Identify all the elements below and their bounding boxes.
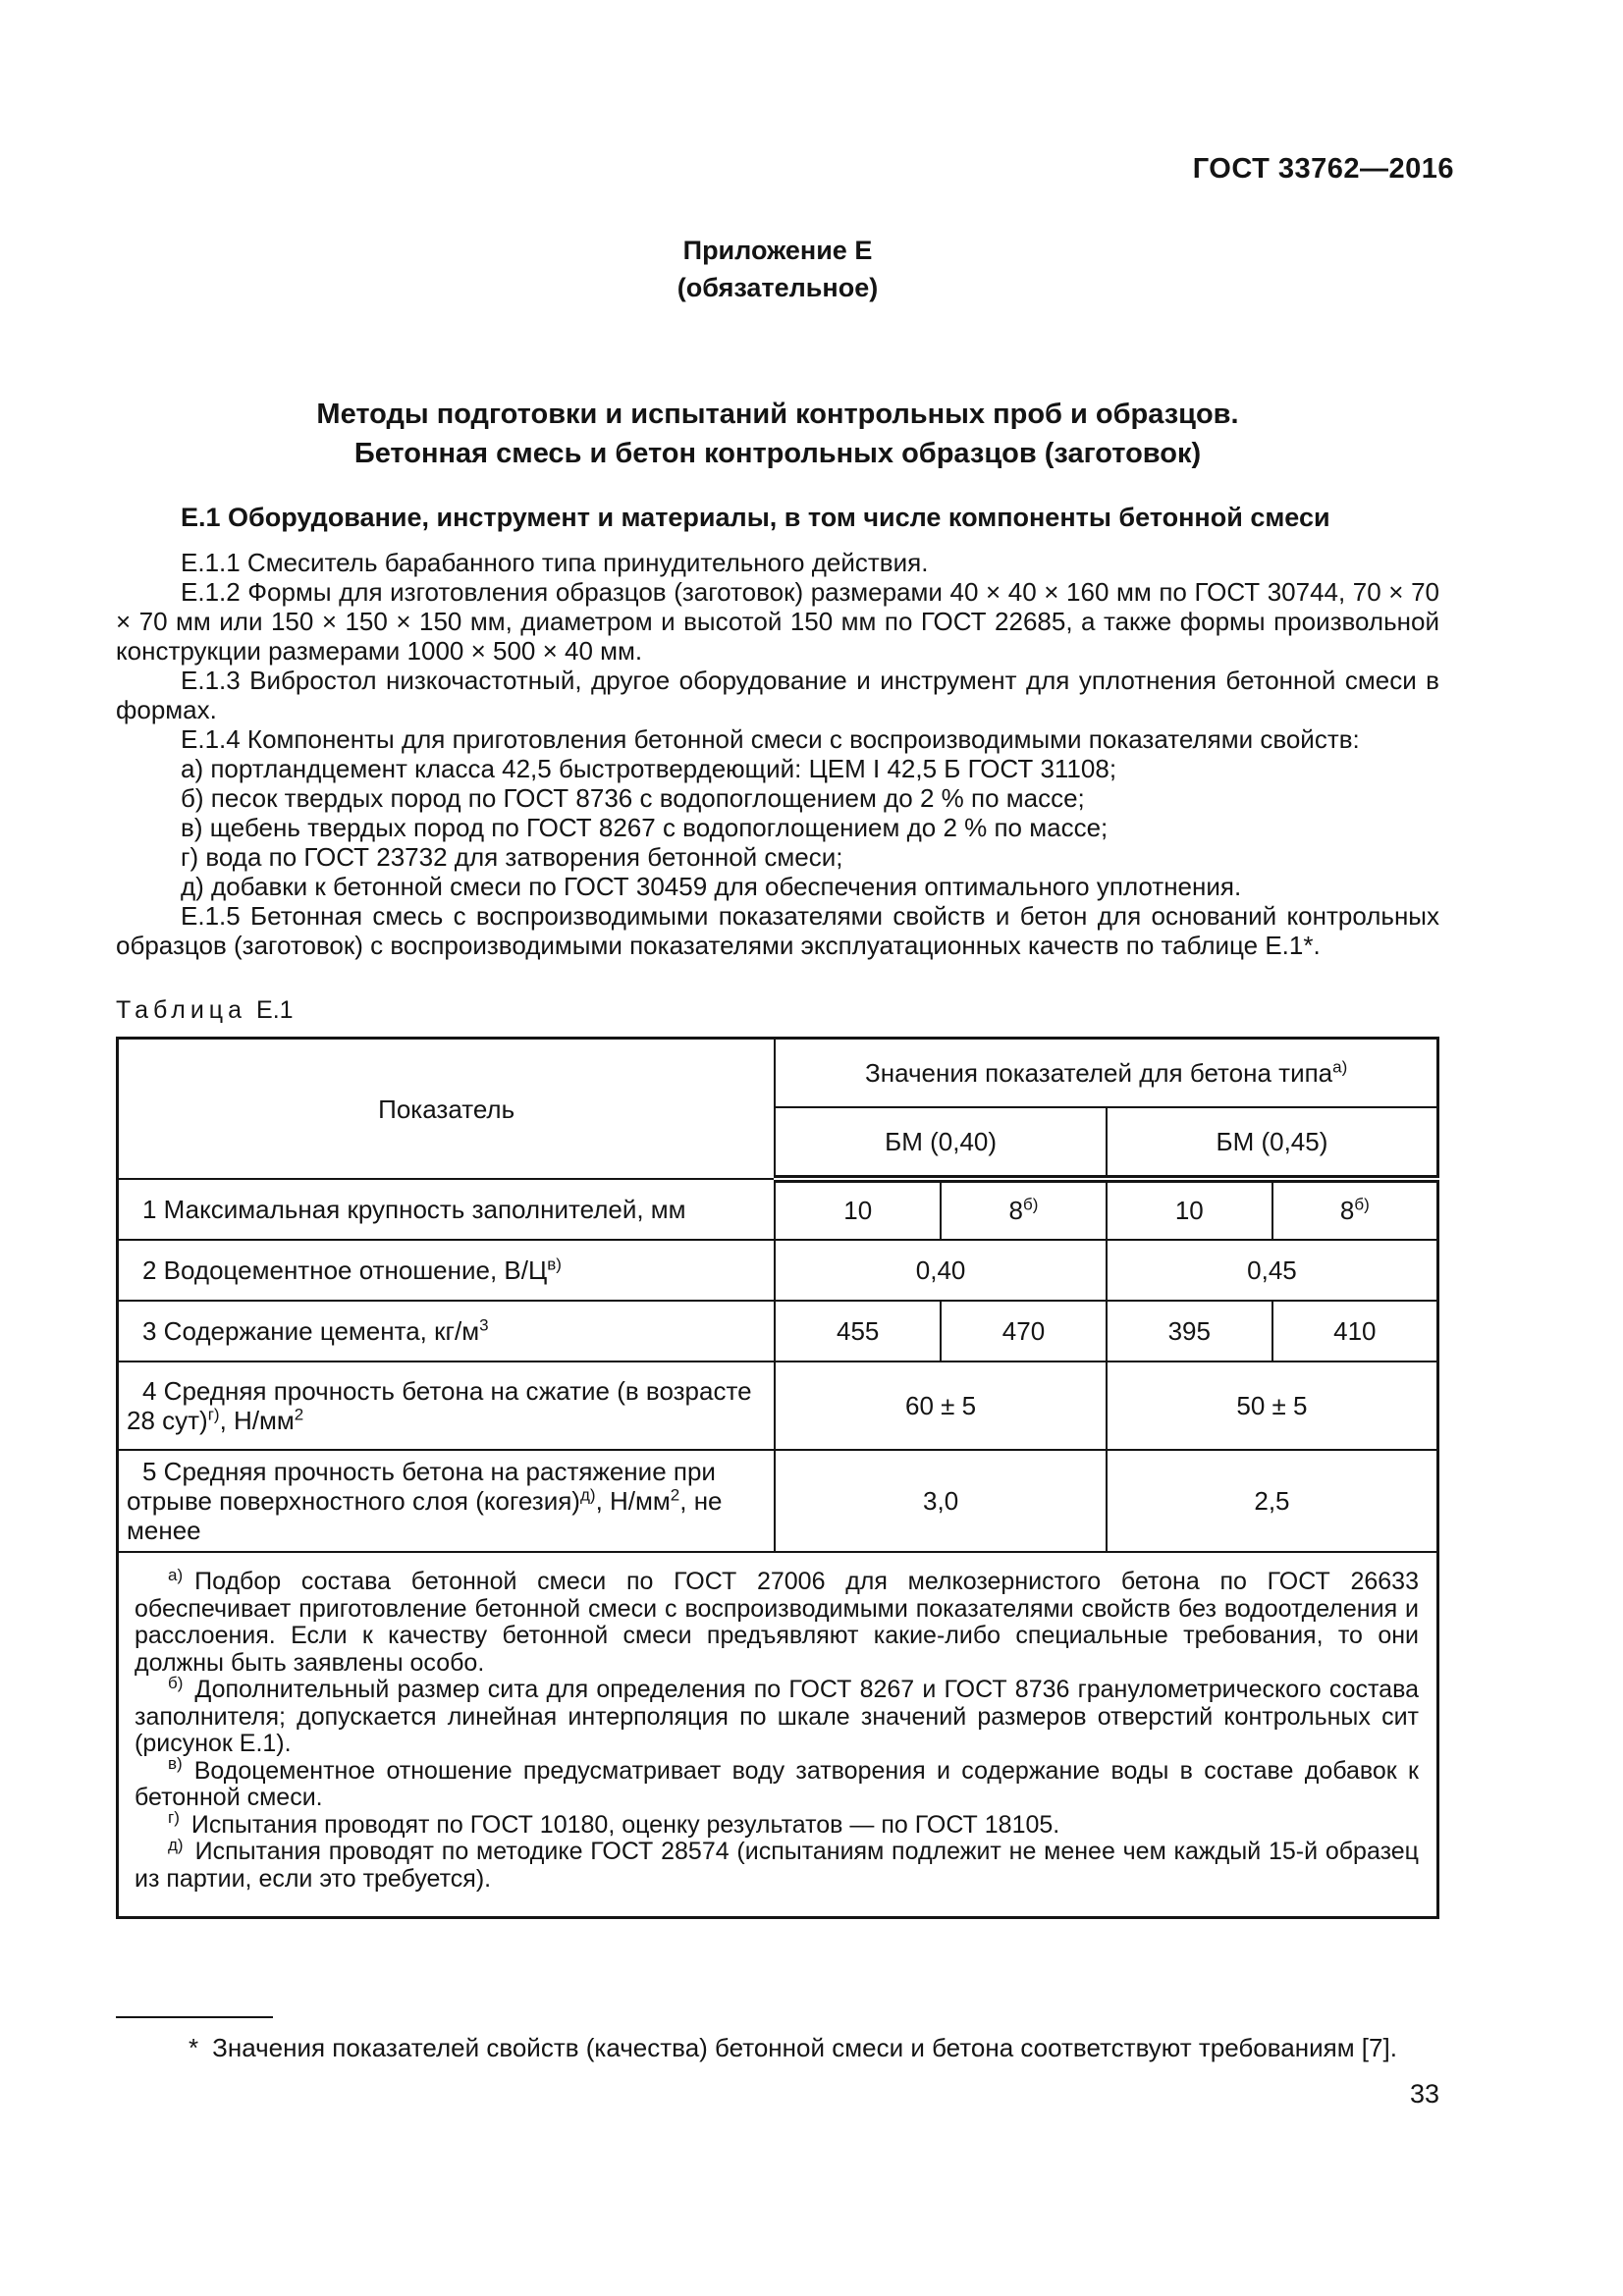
footnote-a-text: Подбор состава бетонной смеси по ГОСТ 27006 для мелкозернистого бетона по ГОСТ 26633 обеспечивает приготовление бетонной смеси с воспроизводимыми показателями свойств без водоотделения и расслоения. Если к качеству бетонной смеси предъявляют какие-либо специальные требования, то они должны быть заявлены особо.	[135, 1568, 1419, 1677]
table-row-3	[118, 1301, 1438, 1362]
row2-footnote-ref: в)	[547, 1255, 562, 1274]
footnote-b-text: Дополнительный размер сита для определения по ГОСТ 8267 и ГОСТ 8736 гранулометрического состава заполнителя; допускается линейная интерполяция по шкале значений размеров отверстий контрольных сит (рисунок Е.1).	[135, 1676, 1419, 1757]
row1-cell-2-footnote-ref: б)	[1023, 1195, 1039, 1214]
row5-cell-bm045: 2,5	[1107, 1450, 1438, 1552]
table-footnotes-row	[118, 1552, 1438, 1918]
row5-cell-bm040: 3,0	[775, 1450, 1107, 1552]
row3-cell-3: 395	[1107, 1301, 1272, 1362]
row3-label	[118, 1301, 776, 1362]
table-footnote-a	[135, 1565, 1419, 1677]
page-content	[116, 0, 1439, 1919]
paragraph-e15: Е.1.5 Бетонная смесь с воспроизводимыми показателями свойств и бетон для оснований контрольных образцов (заготовок) с воспроизводимыми показателями эксплуатационных качеств по таблице Е.1*.	[116, 901, 1439, 960]
table-row-5	[118, 1450, 1438, 1552]
row1-cell-1: 10	[775, 1179, 941, 1240]
footnote-b-marker: б)	[168, 1673, 184, 1692]
section-heading-e1: Е.1 Оборудование, инструмент и материалы, в том числе компоненты бетонной смеси	[181, 503, 1330, 532]
row3-cell-2: 470	[941, 1301, 1107, 1362]
table-row-4	[118, 1362, 1438, 1450]
standard-reference: ГОСТ 33762—2016	[1192, 153, 1454, 185]
paragraph-e12: Е.1.2 Формы для изготовления образцов (заготовок) размерами 40 × 40 × 160 мм по ГОСТ 30744, 70 × 70 × 70 мм или 150 × 150 × 150 мм, диаметром и высотой 150 мм по ГОСТ 22685, а также формы произвольной конструкции размерами 1000 × 500 × 40 мм.	[116, 577, 1439, 666]
row3-cell-1: 455	[775, 1301, 941, 1362]
page-footnote-text: Значения показателей свойств (качества) бетонной смеси и бетона соответствуют требованиям [7].	[212, 2033, 1397, 2062]
row1-cell-4	[1272, 1179, 1438, 1240]
header-indicator-label: Показатель	[378, 1094, 515, 1124]
table-footnote-v	[135, 1754, 1419, 1812]
row4-footnote-ref: г)	[207, 1405, 220, 1424]
page-footnote	[116, 2032, 1439, 2063]
row1-label: 1 Максимальная крупность заполнителей, мм	[118, 1179, 776, 1240]
row2-label-text: 2 Водоцементное отношение, В/Ц	[142, 1255, 548, 1285]
table-footnotes-cell	[118, 1552, 1438, 1918]
appendix-subtitle: (обязательное)	[676, 273, 879, 302]
header-cell-bm040: БМ (0,40)	[775, 1107, 1107, 1179]
row3-cell-4: 410	[1272, 1301, 1438, 1362]
footnote-g-marker: г)	[168, 1808, 180, 1828]
document-title-line1: Методы подготовки и испытаний контрольных проб и образцов.	[316, 399, 1239, 430]
page-footnote-rule	[116, 2016, 273, 2018]
header-cell-indicator	[118, 1039, 776, 1180]
row1-cell-2	[941, 1179, 1107, 1240]
header-group-footnote-ref: а)	[1332, 1057, 1348, 1077]
row2-label	[118, 1240, 776, 1301]
paragraph-e14: Е.1.4 Компоненты для приготовления бетонной смеси с воспроизводимыми показателями свойств:	[181, 724, 1360, 754]
table-e1	[116, 1037, 1439, 1919]
list-item-d: д) добавки к бетонной смеси по ГОСТ 30459 для обеспечения оптимального уплотнения.	[181, 872, 1242, 901]
appendix-title: Приложение Е	[682, 236, 873, 265]
row2-cell-bm040: 0,40	[775, 1240, 1107, 1301]
row1-cell-3: 10	[1107, 1179, 1272, 1240]
row5-label-units: , Н/мм	[595, 1486, 671, 1516]
table-caption-label: Таблица	[116, 996, 247, 1024]
row3-label-text: 3 Содержание цемента, кг/м	[142, 1316, 480, 1346]
header-cell-bm045: БМ (0,45)	[1107, 1107, 1438, 1179]
footnote-v-marker: в)	[168, 1754, 183, 1774]
footnote-d-text: Испытания проводят по методике ГОСТ 28574 (испытаниям подлежит не менее чем каждый 15-й образец из партии, если это требуется).	[135, 1838, 1419, 1893]
table-row-1	[118, 1179, 1438, 1240]
row4-label-text: 4 Средняя прочность бетона на сжатие (в возрасте 28 сут)	[127, 1376, 752, 1435]
paragraph-e13: Е.1.3 Вибростол низкочастотный, другое оборудование и инструмент для уплотнения бетонной смеси в формах.	[116, 666, 1439, 724]
row2-cell-bm045: 0,45	[1107, 1240, 1438, 1301]
row1-cell-4-footnote-ref: б)	[1354, 1195, 1370, 1214]
table-footnote-d	[135, 1835, 1419, 1893]
row4-cell-bm045: 50 ± 5	[1107, 1362, 1438, 1450]
page-number: 33	[1409, 2079, 1439, 2109]
table-caption-number: Е.1	[256, 996, 294, 1024]
row4-label-units: , Н/мм	[219, 1406, 295, 1435]
page-footnote-marker: *	[189, 2033, 199, 2062]
list-item-v: в) щебень твердых пород по ГОСТ 8267 с водопоглощением до 2 % по массе;	[181, 813, 1109, 842]
paragraph-e11: Е.1.1 Смеситель барабанного типа принудительного действия.	[181, 548, 929, 577]
row4-cell-bm040: 60 ± 5	[775, 1362, 1107, 1450]
header-group-label: Значения показателей для бетона типа	[865, 1058, 1333, 1088]
table-caption	[116, 995, 1439, 1025]
document-title-line2: Бетонная смесь и бетон контрольных образцов (заготовок)	[353, 438, 1202, 469]
header-cell-group	[775, 1039, 1437, 1108]
row4-label	[118, 1362, 776, 1450]
footnote-g-text: Испытания проводят по ГОСТ 10180, оценку результатов — по ГОСТ 18105.	[190, 1810, 1060, 1839]
row5-label-text: 5 Средняя прочность бетона на растяжение при отрыве поверхностного слоя (когезия)	[127, 1457, 716, 1516]
row5-label	[118, 1450, 776, 1552]
table-header-row-1	[118, 1039, 1438, 1108]
list-item-g: г) вода по ГОСТ 23732 для затворения бетонной смеси;	[181, 842, 843, 872]
footnote-v-text: Водоцементное отношение предусматривает воду затворения и содержание воды в составе добавок к бетонной смеси.	[135, 1756, 1419, 1811]
footnote-a-marker: а)	[168, 1565, 184, 1584]
row5-label-suffix: , не менее	[127, 1486, 723, 1545]
table-row-2	[118, 1240, 1438, 1301]
table-footnote-b	[135, 1673, 1419, 1758]
row3-superscript: 3	[479, 1315, 489, 1335]
list-item-b: б) песок твердых пород по ГОСТ 8736 с водопоглощением до 2 % по массе;	[181, 783, 1085, 813]
table-footnote-g	[135, 1808, 1419, 1840]
row4-units-superscript: 2	[294, 1405, 304, 1424]
footnote-d-marker: д)	[168, 1835, 184, 1854]
row1-cell-2-value: 8	[1008, 1196, 1024, 1225]
list-item-a: а) портландцемент класса 42,5 быстротвердеющий: ЦЕМ I 42,5 Б ГОСТ 31108;	[181, 754, 1117, 783]
row1-cell-4-value: 8	[1339, 1196, 1355, 1225]
row5-footnote-ref: д)	[579, 1485, 596, 1505]
row5-units-superscript: 2	[670, 1485, 680, 1505]
document-title	[116, 395, 1439, 473]
